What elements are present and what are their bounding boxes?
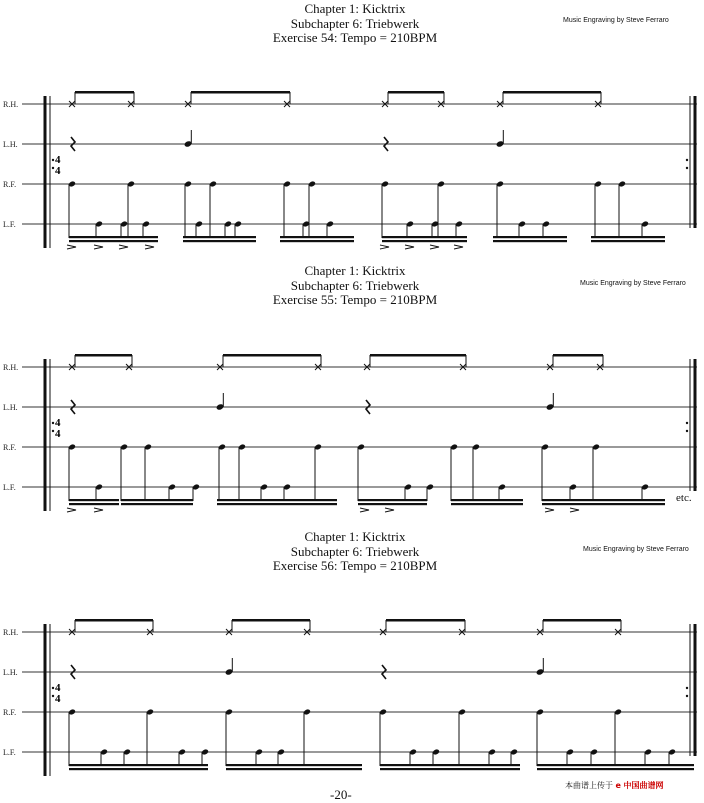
note-beam: [232, 619, 310, 622]
note-beam: [147, 764, 208, 766]
chapter-title: Chapter 1: Kicktrix: [304, 1, 406, 16]
note-beam: [226, 764, 304, 766]
limb-label: L.H.: [3, 140, 18, 149]
site-name: 中国曲谱网: [623, 781, 664, 790]
note-beam: [543, 619, 621, 622]
note-beam: [386, 619, 465, 622]
note-beam: [69, 768, 147, 770]
chapter-title: Chapter 1: Kicktrix: [304, 529, 406, 544]
limb-label: R.H.: [3, 363, 19, 372]
note-beam: [226, 768, 304, 770]
repeat-dot: [52, 687, 54, 689]
subchapter-title: Subchapter 6: Triebwerk: [290, 543, 420, 559]
note-beam: [304, 768, 362, 770]
page-number: -20-: [330, 787, 352, 802]
exercise-title: Exercise 55: Tempo = 210BPM: [272, 292, 438, 307]
exercise-title: Exercise 56: Tempo = 210BPM: [272, 558, 438, 573]
time-signature-bottom: 4: [55, 165, 61, 177]
time-signature-bottom: 4: [55, 428, 61, 440]
etc-label: etc.: [676, 492, 692, 504]
subchapter-title: Subchapter 6: Triebwerk: [290, 15, 420, 31]
note-beam: [537, 768, 615, 770]
limb-label: R.H.: [3, 628, 19, 637]
note-beam: [615, 768, 694, 770]
repeat-dot: [686, 695, 688, 697]
note-beam: [75, 619, 153, 622]
engraving-credit: Music Engraving by Steve Ferraro: [563, 17, 669, 24]
note-beam: [380, 768, 459, 770]
limb-label: L.H.: [3, 668, 18, 677]
note-beam: [615, 764, 694, 766]
note-beam: [69, 764, 147, 766]
limb-label: L.F.: [3, 220, 16, 229]
note-beam: [459, 764, 520, 766]
repeat-dot: [52, 695, 54, 697]
time-signature-top: 4: [55, 417, 61, 429]
limb-label: L.H.: [3, 403, 18, 412]
limb-label: R.F.: [3, 180, 17, 189]
note-beam: [380, 764, 459, 766]
time-signature-top: 4: [55, 154, 61, 166]
engraving-credit: Music Engraving by Steve Ferraro: [583, 546, 689, 553]
limb-label: R.H.: [3, 100, 19, 109]
limb-label: L.F.: [3, 483, 16, 492]
limb-label: R.F.: [3, 443, 17, 452]
limb-label: L.F.: [3, 748, 16, 757]
limb-label: R.F.: [3, 708, 17, 717]
subchapter-title: Subchapter 6: Triebwerk: [290, 277, 420, 293]
repeat-dot: [686, 687, 688, 689]
time-signature-top: 4: [55, 682, 61, 694]
engraving-credit: Music Engraving by Steve Ferraro: [580, 280, 686, 287]
time-signature-bottom: 4: [55, 693, 61, 705]
note-beam: [537, 764, 615, 766]
chapter-title: Chapter 1: Kicktrix: [304, 263, 406, 278]
upload-text: 本曲谱上传于: [565, 781, 613, 790]
site-logo-icon: e: [615, 781, 621, 790]
site-watermark: [565, 780, 664, 791]
exercise-title: Exercise 54: Tempo = 210BPM: [272, 30, 438, 45]
note-beam: [147, 768, 208, 770]
note-beam: [459, 768, 520, 770]
note-beam: [304, 764, 362, 766]
